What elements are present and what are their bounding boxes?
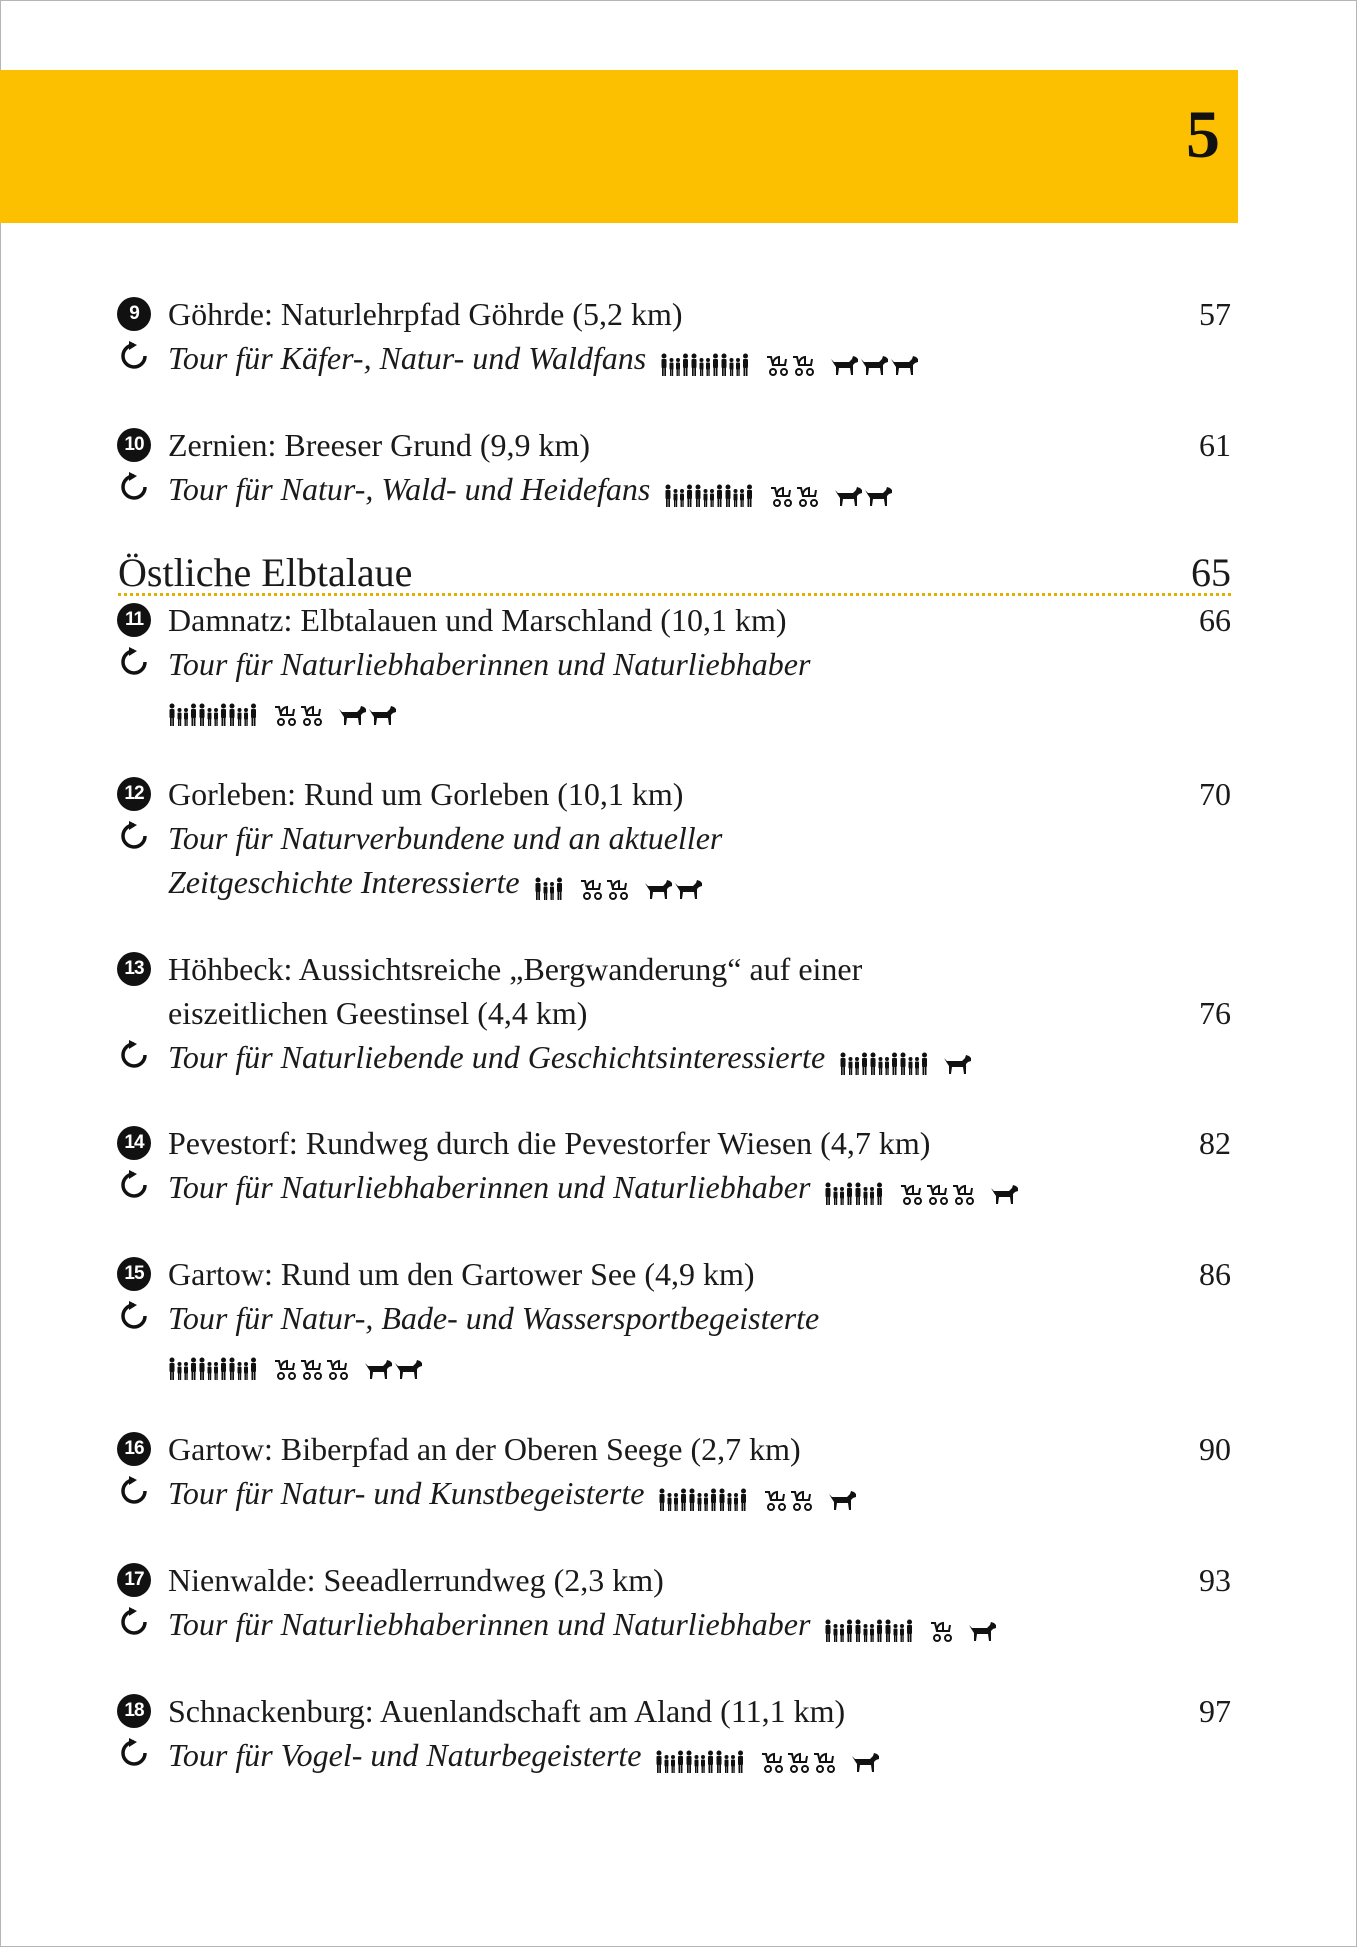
dog-icon xyxy=(860,344,890,380)
entry-audience-line xyxy=(168,1735,881,1775)
entry-title: Nienwalde: Seeadlerrundweg (2,3 km) xyxy=(168,1562,664,1598)
entry-page-number: 70 xyxy=(1199,776,1231,812)
entry-title: Schnackenburg: Auenlandschaft am Aland (11,1 km) xyxy=(168,1693,846,1729)
entry-audience: Tour für Naturliebhaberinnen und Naturliebhaber xyxy=(168,1606,811,1642)
entry-audience-line xyxy=(168,1167,1020,1207)
stroller-icons xyxy=(272,1346,350,1386)
entry-page-number: 90 xyxy=(1199,1431,1231,1467)
family-icon xyxy=(718,1479,748,1515)
entry-title: Gorleben: Rund um Gorleben (10,1 km) xyxy=(168,776,684,812)
entry-title: Göhrde: Naturlehrpfad Göhrde (5,2 km) xyxy=(168,296,683,332)
tour-number-badge: 16 xyxy=(117,1432,151,1466)
loop-tour-icon xyxy=(118,340,150,372)
stroller-icons xyxy=(759,1739,837,1779)
stroller-icon xyxy=(764,344,790,380)
dog-icons xyxy=(943,1041,973,1081)
dog-icon xyxy=(834,475,864,511)
family-icon xyxy=(168,694,198,730)
entry-title: Höhbeck: Aussichtsreiche „Bergwanderung“ auf einer xyxy=(168,951,863,987)
entry-audience: Tour für Naturliebende und Geschichtsinteressierte xyxy=(168,1039,826,1075)
stroller-icon xyxy=(924,1173,950,1209)
family-icon xyxy=(168,1348,198,1384)
family-icon xyxy=(839,1043,869,1079)
tour-number-badge: 12 xyxy=(117,777,151,811)
amenity-icons xyxy=(168,692,398,732)
dog-icon xyxy=(828,1479,858,1515)
dog-icons xyxy=(338,692,398,732)
page-number: 5 xyxy=(1186,96,1220,172)
family-icon xyxy=(658,1479,688,1515)
entry-title: Zernien: Breeser Grund (9,9 km) xyxy=(168,427,591,463)
entry-audience-line xyxy=(168,1037,973,1077)
stroller-icon xyxy=(928,1610,954,1646)
loop-tour-icon xyxy=(118,1606,150,1638)
entry-title: Damnatz: Elbtalauen und Marschland (10,1 km) xyxy=(168,602,787,638)
entry-audience: Tour für Vogel- und Naturbegeisterte xyxy=(168,1737,642,1773)
amenity-icons xyxy=(168,1346,424,1386)
loop-tour-icon xyxy=(118,1737,150,1769)
loop-tour-icon xyxy=(118,1300,150,1332)
entry-audience-line xyxy=(168,338,920,378)
loop-tour-icon xyxy=(118,820,150,852)
loop-tour-icon xyxy=(118,646,150,678)
stroller-icon xyxy=(794,475,820,511)
entry-page-number: 86 xyxy=(1199,1256,1231,1292)
family-icons xyxy=(168,692,258,732)
dog-icon xyxy=(674,868,704,904)
section-title[interactable]: Östliche Elbtalaue xyxy=(118,550,413,595)
family-icons xyxy=(655,1739,745,1779)
entry-audience: Tour für Natur- und Kunstbegeisterte xyxy=(168,1475,645,1511)
family-icon xyxy=(869,1043,899,1079)
family-icons xyxy=(824,1171,884,1211)
loop-tour-icon xyxy=(118,1475,150,1507)
dog-icons xyxy=(834,473,894,513)
dog-icon xyxy=(830,344,860,380)
stroller-icons xyxy=(928,1608,954,1648)
family-icon xyxy=(534,868,564,904)
stroller-icon xyxy=(785,1741,811,1777)
family-icon xyxy=(720,344,750,380)
dog-icons xyxy=(828,1477,858,1517)
entry-page-number: 57 xyxy=(1199,296,1231,332)
amenity-icons xyxy=(824,1608,998,1648)
entry-audience: Tour für Naturverbundene und an aktueller xyxy=(168,820,723,856)
loop-tour-icon xyxy=(118,471,150,503)
tour-number-badge: 18 xyxy=(117,1694,151,1728)
loop-tour-icon xyxy=(118,1169,150,1201)
family-icon xyxy=(660,344,690,380)
amenity-icons xyxy=(655,1739,881,1779)
dog-icons xyxy=(644,866,704,906)
family-icon xyxy=(228,1348,258,1384)
stroller-icon xyxy=(272,694,298,730)
stroller-icon xyxy=(898,1173,924,1209)
section-dotted-rule xyxy=(118,593,1231,596)
tour-number-badge: 13 xyxy=(117,952,151,986)
entry-page-number: 97 xyxy=(1199,1693,1231,1729)
stroller-icon xyxy=(759,1741,785,1777)
entry-page-number: 66 xyxy=(1199,602,1231,638)
entry-title: Pevestorf: Rundweg durch die Pevestorfer Wiesen (4,7 km) xyxy=(168,1125,931,1161)
entry-page-number: 61 xyxy=(1199,427,1231,463)
tour-number-badge: 11 xyxy=(117,603,151,637)
dog-icon xyxy=(368,694,398,730)
tour-number-badge: 14 xyxy=(117,1126,151,1160)
entry-audience: Tour für Käfer-, Natur- und Waldfans xyxy=(168,340,647,376)
family-icon xyxy=(884,1610,914,1646)
family-icon xyxy=(690,344,720,380)
stroller-icons xyxy=(272,692,324,732)
dog-icon xyxy=(364,1348,394,1384)
family-icon xyxy=(198,1348,228,1384)
family-icon xyxy=(655,1741,685,1777)
stroller-icons xyxy=(768,473,820,513)
family-icon xyxy=(824,1610,854,1646)
dog-icons xyxy=(830,342,920,382)
entry-page-number: 76 xyxy=(1199,995,1231,1031)
amenity-icons xyxy=(839,1041,973,1081)
entry-audience: Tour für Natur-, Wald- und Heidefans xyxy=(168,471,651,507)
amenity-icons xyxy=(664,473,894,513)
family-icon xyxy=(824,1173,854,1209)
family-icons xyxy=(168,1346,258,1386)
dog-icon xyxy=(990,1173,1020,1209)
entry-audience-line xyxy=(168,862,704,902)
dog-icon xyxy=(864,475,894,511)
family-icon xyxy=(228,694,258,730)
family-icons xyxy=(660,342,750,382)
entry-audience: Tour für Naturliebhaberinnen und Naturliebhaber xyxy=(168,646,811,682)
family-icons xyxy=(824,1608,914,1648)
tour-number-badge: 17 xyxy=(117,1563,151,1597)
dog-icon xyxy=(851,1741,881,1777)
amenity-icons xyxy=(824,1171,1020,1211)
family-icons xyxy=(658,1477,748,1517)
family-icon xyxy=(899,1043,929,1079)
family-icon xyxy=(198,694,228,730)
family-icon xyxy=(664,475,694,511)
stroller-icon xyxy=(768,475,794,511)
stroller-icon xyxy=(811,1741,837,1777)
tour-number-badge: 9 xyxy=(117,297,151,331)
dog-icons xyxy=(990,1171,1020,1211)
section-page-number: 65 xyxy=(1191,550,1231,595)
entry-audience: Tour für Natur-, Bade- und Wassersportbegeisterte xyxy=(168,1300,820,1336)
stroller-icon xyxy=(298,694,324,730)
stroller-icons xyxy=(898,1171,976,1211)
stroller-icon xyxy=(578,868,604,904)
dog-icon xyxy=(644,868,674,904)
stroller-icon xyxy=(604,868,630,904)
dog-icon xyxy=(890,344,920,380)
entry-audience-line xyxy=(168,469,894,509)
family-icon xyxy=(715,1741,745,1777)
family-icons xyxy=(534,866,564,906)
entry-page-number: 82 xyxy=(1199,1125,1231,1161)
tour-number-badge: 15 xyxy=(117,1257,151,1291)
stroller-icons xyxy=(578,866,630,906)
dog-icon xyxy=(338,694,368,730)
stroller-icon xyxy=(790,344,816,380)
entry-title: Gartow: Rund um den Gartower See (4,9 km) xyxy=(168,1256,755,1292)
entry-audience-continued: Zeitgeschichte Interessierte xyxy=(168,864,520,900)
family-icons xyxy=(664,473,754,513)
loop-tour-icon xyxy=(118,1039,150,1071)
entry-audience-line xyxy=(168,1604,998,1644)
dog-icon xyxy=(394,1348,424,1384)
entry-title: Gartow: Biberpfad an der Oberen Seege (2,7 km) xyxy=(168,1431,801,1467)
entry-page-number: 93 xyxy=(1199,1562,1231,1598)
amenity-icons xyxy=(658,1477,858,1517)
stroller-icon xyxy=(324,1348,350,1384)
family-icons xyxy=(839,1041,929,1081)
amenity-icons xyxy=(534,866,704,906)
entry-title-continued: eiszeitlichen Geestinsel (4,4 km) xyxy=(168,995,588,1031)
dog-icons xyxy=(364,1346,424,1386)
family-icon xyxy=(854,1173,884,1209)
dog-icons xyxy=(851,1739,881,1779)
stroller-icon xyxy=(788,1479,814,1515)
family-icon xyxy=(694,475,724,511)
tour-number-badge: 10 xyxy=(117,428,151,462)
stroller-icons xyxy=(762,1477,814,1517)
stroller-icons xyxy=(764,342,816,382)
family-icon xyxy=(685,1741,715,1777)
dog-icons xyxy=(968,1608,998,1648)
dog-icon xyxy=(943,1043,973,1079)
family-icon xyxy=(688,1479,718,1515)
stroller-icon xyxy=(272,1348,298,1384)
amenity-icons xyxy=(660,342,920,382)
family-icon xyxy=(724,475,754,511)
stroller-icon xyxy=(298,1348,324,1384)
stroller-icon xyxy=(950,1173,976,1209)
entry-audience-line xyxy=(168,1473,858,1513)
entry-audience: Tour für Naturliebhaberinnen und Naturliebhaber xyxy=(168,1169,811,1205)
dog-icon xyxy=(968,1610,998,1646)
stroller-icon xyxy=(762,1479,788,1515)
family-icon xyxy=(854,1610,884,1646)
